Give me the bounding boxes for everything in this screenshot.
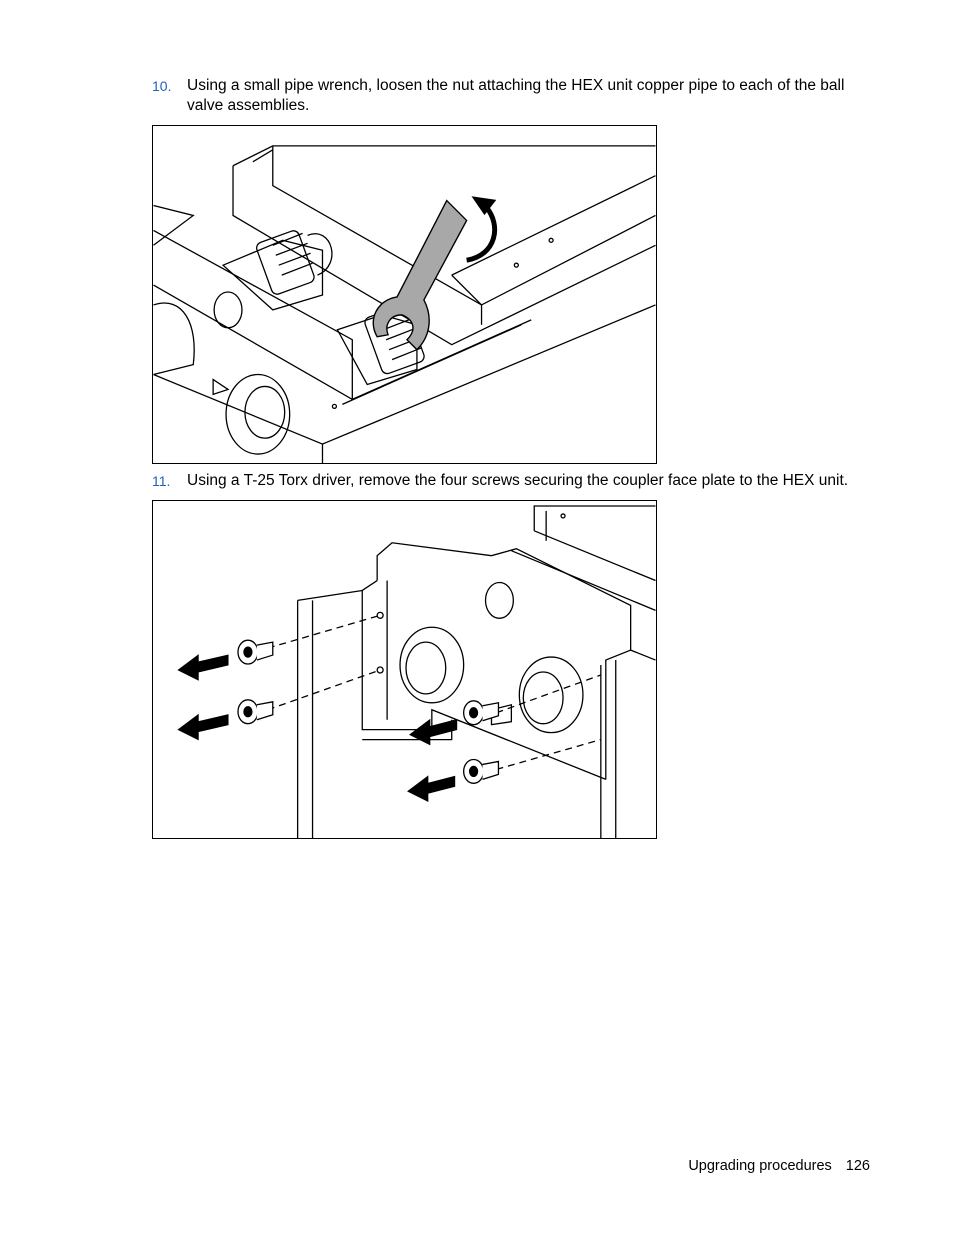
step-number: 11. [152,473,171,489]
screw-icon [464,759,499,783]
footer-section: Upgrading procedures [688,1158,832,1174]
arrow-left-icon [178,655,228,680]
screw-icon [464,701,499,725]
step-11 [152,471,852,491]
arrow-left-icon [408,776,455,801]
step-text: Using a T-25 Torx driver, remove the four screws securing the coupler face plate to the HEX unit. [187,472,849,489]
page-number: 126 [845,1158,870,1174]
pipe-wrench-illustration [153,126,656,463]
arrow-left-icon [410,720,457,745]
arrow-left-icon [178,715,228,740]
step-number: 10. [152,78,172,94]
step-10 [152,76,852,116]
screw-icon [238,640,273,664]
figure-pipe-wrench [152,125,657,464]
figure-remove-screws [152,500,657,839]
screw-icon [238,700,273,724]
screws-illustration [153,501,656,838]
page-footer [688,1158,870,1174]
step-text: Using a small pipe wrench, loosen the nut attaching the HEX unit copper pipe to each of the ball valve assemblies. [187,77,845,114]
